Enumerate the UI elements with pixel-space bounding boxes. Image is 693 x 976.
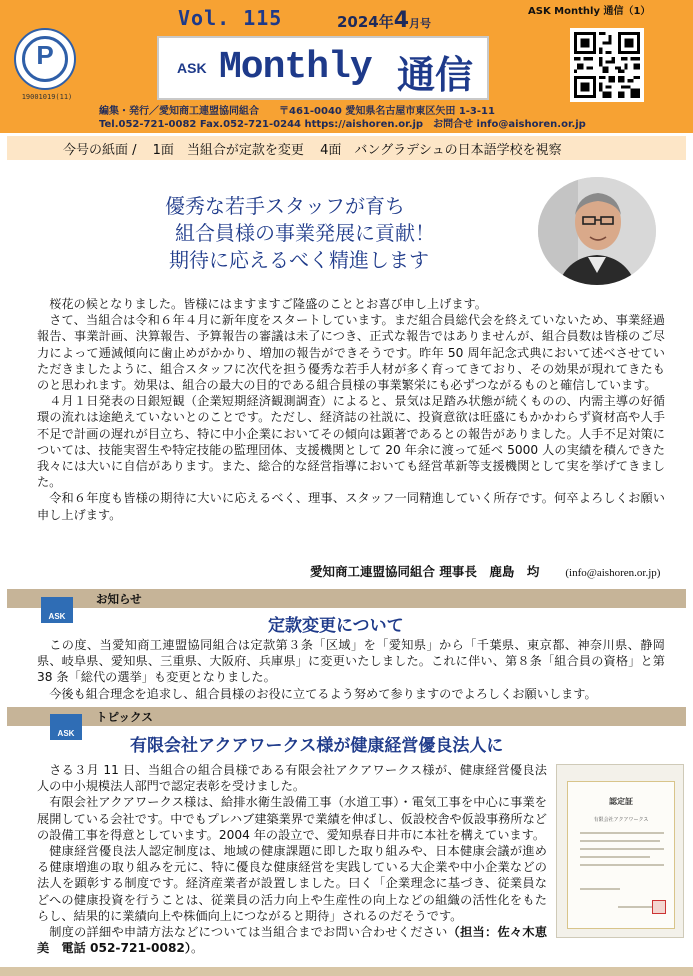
notice-body: この度、当愛知商工連盟協同組合は定款第３条「区域」を「愛知県」から「千葉県、東京都、神奈川県、静岡県、岐阜県、愛知県、三重県、大阪府、兵庫県」に変更いたしました。これに伴い、第８条「組合員の資格」と第 38 条「総代の選挙」も変更となりました。 今後も組合理念を追求し、組合員様のお役に立てるよう努めて参りますのでよろしくお願いします。 (37, 638, 665, 701)
notice-label: お知らせ (96, 592, 142, 606)
table-of-contents (7, 136, 686, 160)
signature-email[interactable]: (info@aishoren.or.jp) (565, 567, 661, 579)
privacy-mark-number: 19001019(11) (21, 93, 73, 101)
contents-item[interactable]: 4面 バングラデシュの日本語学校を視察 (320, 143, 562, 158)
publisher-line: 編集・発行／愛知商工連盟協同組合 〒461-0040 愛知県名古屋市東区矢田 1-3-11 (99, 106, 495, 117)
title-ask: ASK (177, 60, 207, 76)
ask-badge-icon: ASK (50, 714, 82, 740)
topics-label: トピックス (96, 710, 153, 724)
title-monthly: Monthly (219, 46, 372, 89)
contents-item[interactable]: 1面 当組合が定款を変更 (152, 143, 304, 158)
signature: 愛知商工連盟協同組合 理事長 鹿島 均 (info@aishoren.or.jp) (310, 564, 661, 579)
volume-number: Vol. 115 (178, 6, 283, 30)
qr-code-icon[interactable] (570, 28, 644, 102)
masthead (0, 0, 693, 133)
certificate-heading: 認定証 (609, 797, 633, 806)
chairman-portrait (538, 177, 656, 285)
notice-title: 定款変更について (268, 616, 404, 636)
lead-article-body: 桜花の候となりました。皆様にはますますご隆盛のこととお喜び申し上げます。 さて、当組合は令和６年４月に新年度をスタートしています。まだ組合員総代会を終えていないため、事業経過報告、事業計画、決算報告、予算報告の審議は未了につき、正式な報告ではありませんが、組合員数は皆様のご尽力によって逓減傾向に歯止めがかかり、増加の報告ができそうです。昨年 50 周年記念式典において述べさせていただきましたように、組合スタッフに次代を担う優秀な若手人材が多く育ってきており、その効果が現れてきたものと思われます。効果は、組合の最大の目的である組合員様の事業繁栄にも必ずつながるものと確信しています。 ４月１日発表の日銀短観（企業短期経済観測調査）によると、景気は足踏み状態が続くものの、内需主導の好循環の流れは途絶えていないとのことです。ただし、経済誌の社説に、投資意欲は旺盛にもかかわらず資材高や人手不足で計画の遅れが目立ち、特に中小企業においてその傾向は顕著であるとの報告がありました。人手不足対策については、技能実習生や特定技能の監理団体、支援機関として 20 年余に渡って延べ 5000 人の実績を積んできた我々には大いに自信があります。また、総合的な経営指導においても経営革新等支援機関として実を挙げてきました。 令和６年度も皆様の期待に大いに応えるべく、理事、スタッフ一同精進していく所存です。何卒よろしくお願い申し上げます。 (37, 297, 665, 522)
privacy-mark-logo: P (14, 28, 76, 90)
issue-date: 2024年4月号 (337, 8, 432, 33)
newsletter-title (157, 36, 489, 100)
page-label: ASK Monthly 通信（1） (528, 6, 651, 17)
title-tsushin: 通信 (397, 53, 474, 97)
topics-title: 有限会社アクアワークス様が健康経営優良法人に (130, 736, 504, 756)
contact-line: Tel.052-721-0082 Fax.052-721-0244 https://aishoren.or.jp お問合せ info@aishoren.or.jp (99, 119, 586, 130)
topics-body: さる３月 11 日、当組合の組合員様である有限会社アクアワークス様が、健康経営優良法人の中小規模法人部門で認定表彰を受けました。 有限会社アクアワークス様は、給排水衛生設備工事（水道工事）・電気工事を中心に事業を展開している会社です。中でもプレハブ建築業界で業績を伸ばし、仮設校舎や仮設事務所などの設備工事を得意としています。2004 年の設立で、愛知県春日井市に本社を構えています。 健康経営優良法人認定制度は、地域の健康課題に即した取り組みや、日本健康会議が進める健康増進の取り組みを元に、特に優良な健康経営を実践している大企業や中小企業などの法人を顕彰する制度です。経済産業者が設置しました。曰く「企業理念に基づき、従業員などへの健康投資を行うことは、従業員の活力向上や生産性の向上などの組織の活性化をもたらし、結果的に業績向上や株価向上につながると期待」されるのだそうです。 制度の詳細や申請方法などについては当組合までお問い合わせください（担当：佐々木恵美 電話 052-721-0082）。 (37, 763, 548, 956)
health-certificate-image (556, 764, 684, 938)
footer-bar (0, 967, 693, 976)
contents-lead: 今号の紙面 / (63, 143, 137, 158)
certificate-company: 有限会社アクアワークス (593, 817, 649, 823)
contact-person: （担当：佐々木恵美 電話 052-721-0082） (37, 925, 548, 956)
ask-badge-icon: ASK (41, 597, 73, 623)
lead-headline: 優秀な若手スタッフが育ち 組合員様の事業発展に貢献！ 期待に応えるべく精進します (165, 194, 435, 272)
